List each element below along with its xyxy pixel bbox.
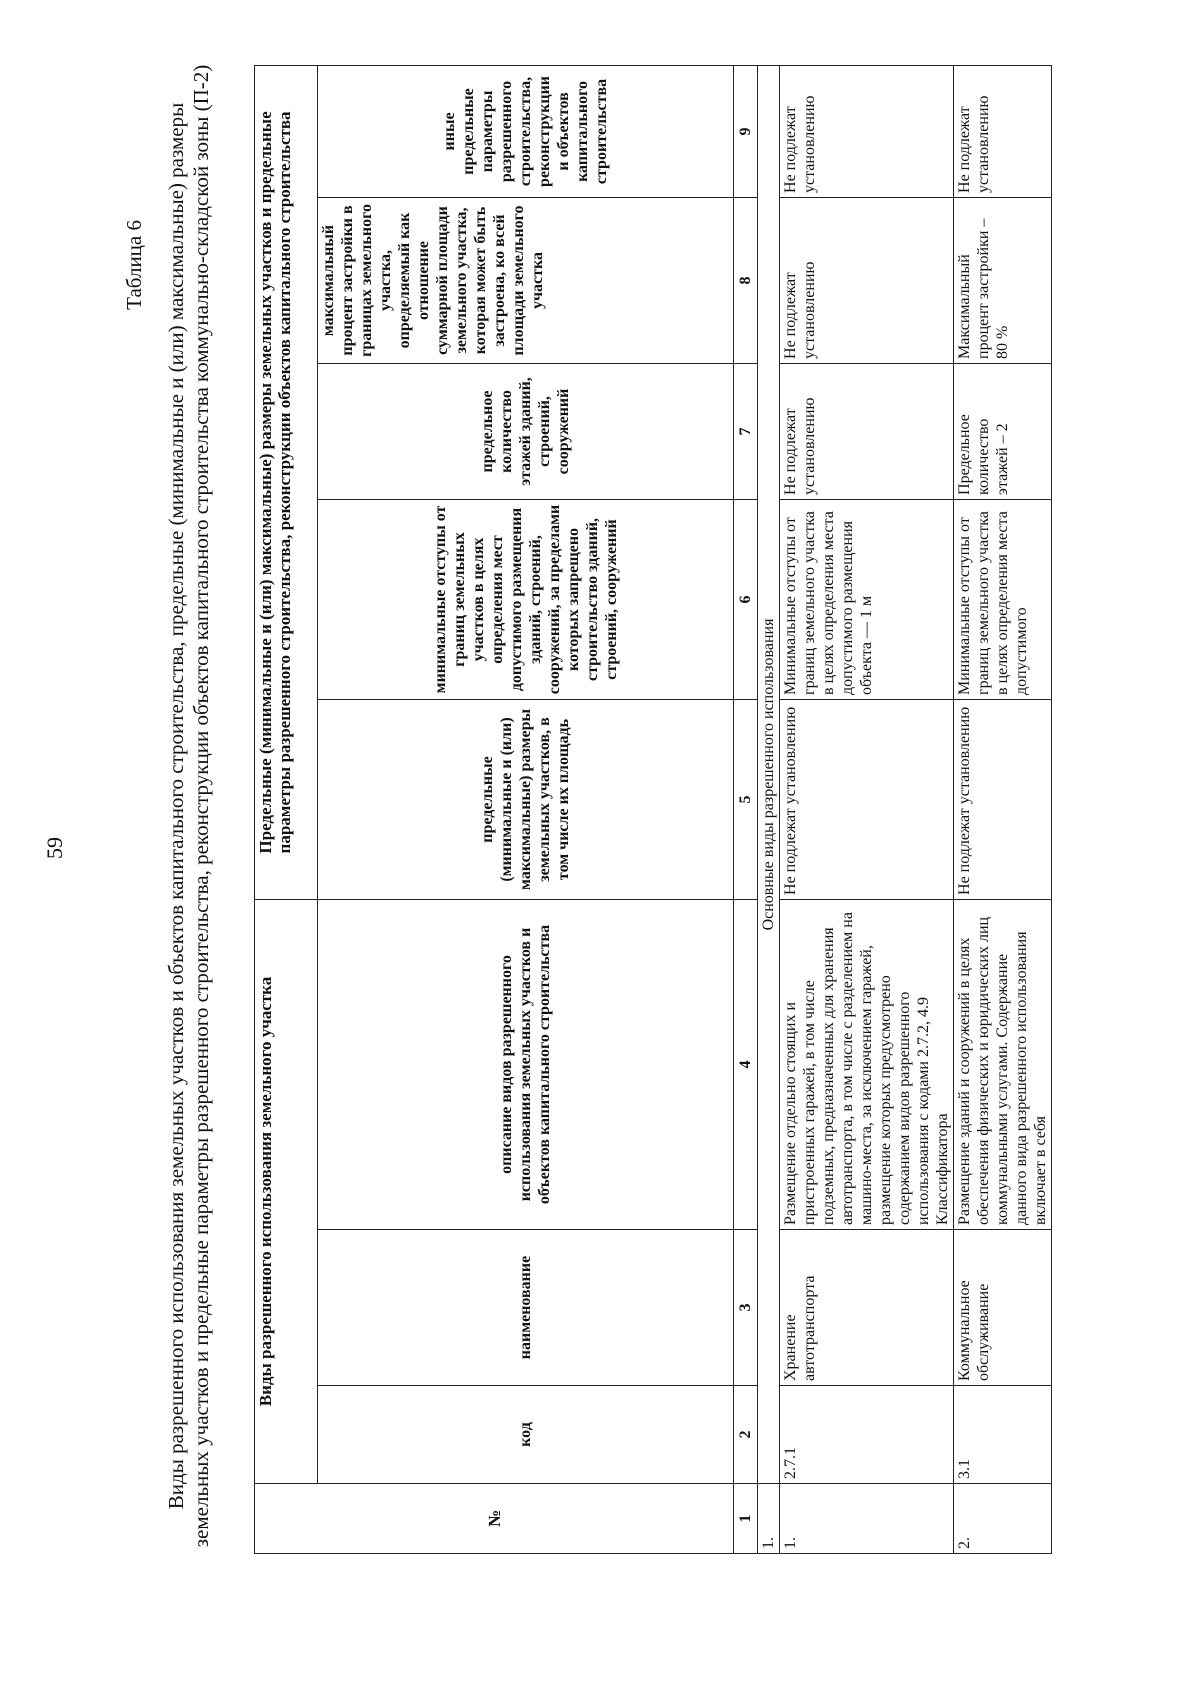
header-code: код: [318, 1386, 734, 1484]
row-no: 2.: [954, 1484, 1052, 1554]
header-floors: предельное количество этажей зданий, строений, сооружений: [318, 363, 734, 499]
table-row: [780, 65, 954, 1553]
header-coverage: максимальный процент застройки в границах земельного участка, определяемый как отношение суммарной площади земельного участка, которая может быть застроена, ко всей площади земельного участка: [318, 197, 734, 363]
column-number: 3: [734, 1230, 758, 1386]
table-row: [954, 65, 1052, 1553]
row-description: Размещение зданий и сооружений в целях обеспечения физических и юридических лиц коммунальными услугами. Содержание данного вида разрешенного использования включает в себя: [954, 899, 1052, 1229]
row-floors: Предельное количество этажей – 2: [954, 363, 1052, 499]
header-name: наименование: [318, 1230, 734, 1386]
header-group-use: Виды разрешенного использования земельного участка: [255, 899, 318, 1483]
row-sizes: Не подлежат установлению: [954, 699, 1052, 899]
column-number: 8: [734, 197, 758, 363]
row-code: 3.1: [954, 1386, 1052, 1484]
row-other: Не подлежат установлению: [954, 65, 1052, 197]
column-number: 4: [734, 899, 758, 1229]
row-name: Хранение автотранспорта: [780, 1230, 954, 1386]
header-other: иные предельные параметры разрешенного строительства, реконструкции и объектов капитального строительства: [318, 65, 734, 197]
section-number: 1.: [758, 1484, 780, 1554]
header-description: описание видов разрешенного использования земельных участков и объектов капитального строительства: [318, 899, 734, 1229]
column-number: 1: [734, 1484, 758, 1554]
zoning-table: [254, 65, 1052, 1554]
page-number: 59: [42, 837, 67, 859]
column-number: 7: [734, 363, 758, 499]
row-setbacks: Минимальные отступы от границ земельного участка в целях определения места допустимого: [954, 499, 1052, 699]
row-sizes: Не подлежат установлению: [780, 699, 954, 899]
row-coverage: Максимальный процент застройки – 80 %: [954, 197, 1052, 363]
table-caption: Таблица 6: [122, 220, 146, 310]
row-other: Не подлежат установлению: [780, 65, 954, 197]
row-setbacks: Минимальные отступы от границ земельного участка в целях определения места допустимого размещения объекта — 1 м: [780, 499, 954, 699]
header-row-columns: [318, 65, 734, 1553]
document-title: Виды разрешенного использования земельных участков и объектов капитального строительства, предельные (минимальные и (или) максимальные) размеры земельных участков и предельные параметры разрешенного строительства, реконструкции объектов капитального строительства коммунально-складской зоны (П-2): [164, 64, 213, 1548]
row-coverage: Не подлежат установлению: [780, 197, 954, 363]
header-sizes: предельные (минимальные и (или) максимальные) размеры земельных участков, в том числе их площадь: [318, 699, 734, 899]
column-number: 9: [734, 65, 758, 197]
section-title: Основные виды разрешенного использования: [758, 65, 780, 1483]
header-no: №: [255, 1484, 734, 1554]
section-row: [758, 65, 780, 1553]
column-numbers-row: [734, 65, 758, 1553]
row-name: Коммунальное обслуживание: [954, 1230, 1052, 1386]
row-code: 2.7.1: [780, 1386, 954, 1484]
row-floors: Не подлежат установлению: [780, 363, 954, 499]
column-number: 2: [734, 1386, 758, 1484]
row-description: Размещение отдельно стоящих и пристроенных гаражей, в том числе подземных, предназначенных для хранения автотранспорта, в том числе с разделением на машино-места, за исключением гаражей, размещение которых предусмотрено содержанием видов разрешенного использования с кодами 2.7.2, 4.9 Классификатора: [780, 899, 954, 1229]
column-number: 6: [734, 499, 758, 699]
row-no: 1.: [780, 1484, 954, 1554]
header-setbacks: минимальные отступы от границ земельных участков в целях определения мест допустимого размещения зданий, строений, сооружений, за пределами которых запрещено строительство зданий, строений, сооружений: [318, 499, 734, 699]
header-row-groups: [255, 65, 318, 1553]
header-group-params: Предельные (минимальные и (или) максимальные) размеры земельных участков и предельные параметры разрешенного строительства, реконструкции объектов капитального строительства: [255, 65, 318, 899]
column-number: 5: [734, 699, 758, 899]
